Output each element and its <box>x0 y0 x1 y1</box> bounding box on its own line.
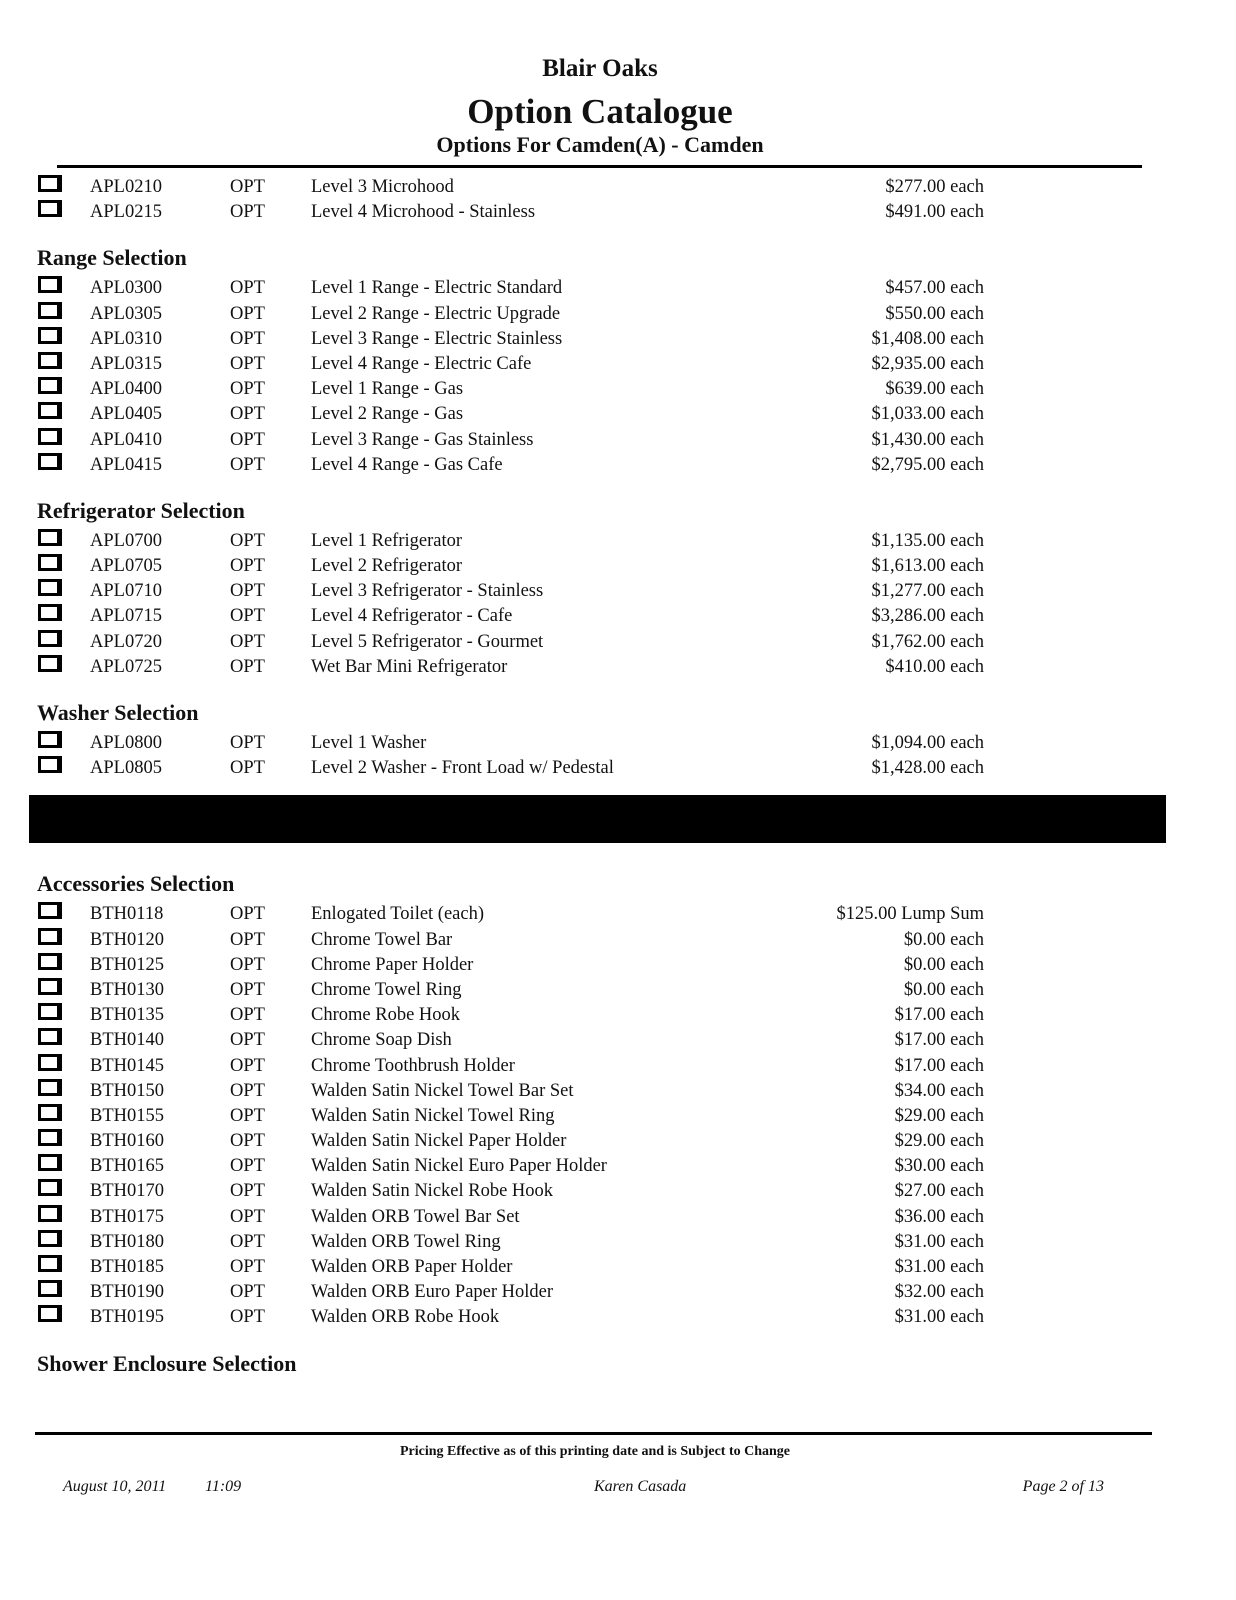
option-code: BTH0175 <box>90 1206 164 1227</box>
print-date: August 10, 2011 <box>63 1478 167 1495</box>
option-description: Level 3 Range - Electric Stainless <box>311 328 563 349</box>
option-code: BTH0155 <box>90 1105 164 1126</box>
option-code: BTH0160 <box>90 1131 164 1152</box>
option-type: OPT <box>230 1307 265 1328</box>
option-checkbox[interactable] <box>38 1255 62 1272</box>
option-description: Enlogated Toilet (each) <box>311 904 485 925</box>
option-price: $17.00 each <box>894 1030 984 1051</box>
option-type: OPT <box>230 1156 265 1177</box>
option-row <box>0 453 1236 478</box>
option-row <box>0 1104 1236 1129</box>
option-price: $31.00 each <box>894 1257 984 1277</box>
option-checkbox[interactable] <box>38 1230 62 1247</box>
option-type: OPT <box>230 429 265 450</box>
option-type: OPT <box>230 656 265 677</box>
option-code: BTH0150 <box>90 1080 164 1101</box>
section-group <box>0 865 1236 1330</box>
option-checkbox[interactable] <box>38 928 62 945</box>
option-description: Level 4 Range - Electric Cafe <box>311 353 532 374</box>
section-title: Range Selection <box>37 245 187 271</box>
option-checkbox[interactable] <box>38 756 62 773</box>
option-price: $639.00 each <box>885 379 984 400</box>
option-row <box>0 352 1236 377</box>
option-code: APL0725 <box>90 656 162 677</box>
option-checkbox[interactable] <box>38 302 62 319</box>
section-group <box>0 492 1236 680</box>
option-checkbox[interactable] <box>38 175 62 192</box>
option-row <box>0 1205 1236 1230</box>
section-title: Washer Selection <box>37 700 199 725</box>
option-description: Walden ORB Towel Ring <box>311 1231 501 1252</box>
option-type: OPT <box>230 1030 265 1051</box>
option-description: Walden ORB Towel Bar Set <box>311 1206 520 1227</box>
option-description: Chrome Towel Ring <box>311 979 462 1000</box>
option-price: $1,135.00 each <box>871 530 984 551</box>
option-type: OPT <box>230 581 265 602</box>
option-price: $36.00 each <box>894 1206 984 1227</box>
option-type: OPT <box>230 954 265 975</box>
option-description: Level 1 Refrigerator <box>311 530 463 551</box>
option-row <box>0 428 1236 453</box>
option-code: APL0415 <box>90 454 162 475</box>
option-code: BTH0145 <box>90 1055 164 1076</box>
option-checkbox[interactable] <box>38 327 62 344</box>
option-code: BTH0170 <box>90 1181 164 1202</box>
option-type: OPT <box>230 1257 265 1277</box>
option-row <box>0 604 1236 629</box>
page-title: Option Catalogue <box>467 92 733 131</box>
option-price: $277.00 each <box>885 177 984 197</box>
option-row <box>0 630 1236 655</box>
option-type: OPT <box>230 202 265 223</box>
option-price: $17.00 each <box>894 1005 984 1026</box>
option-row <box>0 655 1236 680</box>
option-price: $1,613.00 each <box>871 556 984 577</box>
option-checkbox[interactable] <box>38 428 62 445</box>
section-title: Refrigerator Selection <box>37 497 245 523</box>
option-row <box>0 1028 1236 1053</box>
option-price: $31.00 each <box>894 1231 984 1252</box>
option-row <box>0 554 1236 579</box>
option-code: APL0215 <box>90 202 162 223</box>
option-type: OPT <box>230 1282 265 1303</box>
option-description: Chrome Paper Holder <box>311 954 474 975</box>
option-row <box>0 327 1236 352</box>
option-row <box>0 529 1236 554</box>
option-description: Walden Satin Nickel Towel Ring <box>311 1105 555 1126</box>
option-description: Level 2 Refrigerator <box>311 556 463 577</box>
option-price: $491.00 each <box>885 202 984 223</box>
option-type: OPT <box>230 606 265 627</box>
option-price: $125.00 Lump Sum <box>836 904 984 925</box>
option-price: $1,428.00 each <box>871 758 984 779</box>
option-code: BTH0135 <box>90 1005 164 1026</box>
page-number: Page 2 of 13 <box>1022 1478 1104 1495</box>
option-description: Walden ORB Euro Paper Holder <box>311 1282 554 1303</box>
option-checkbox[interactable] <box>38 554 62 571</box>
option-description: Level 1 Washer <box>311 733 427 753</box>
option-row <box>0 1079 1236 1104</box>
option-row <box>0 377 1236 402</box>
option-row <box>0 756 1236 781</box>
section-title: Accessories Selection <box>37 871 235 897</box>
option-type: OPT <box>230 404 265 425</box>
option-description: Walden Satin Nickel Towel Bar Set <box>311 1080 574 1101</box>
option-row <box>0 175 1236 200</box>
option-description: Level 2 Washer - Front Load w/ Pedestal <box>311 758 614 779</box>
document-header <box>0 52 1200 158</box>
option-row <box>0 928 1236 953</box>
option-row <box>0 276 1236 301</box>
option-code: APL0705 <box>90 556 162 577</box>
option-code: APL0720 <box>90 631 162 652</box>
option-code: APL0210 <box>90 177 162 197</box>
section-title: Shower Enclosure Selection <box>37 1350 297 1376</box>
option-price: $550.00 each <box>885 303 984 324</box>
option-code: BTH0190 <box>90 1282 164 1303</box>
option-price: $2,795.00 each <box>871 454 984 475</box>
option-checkbox[interactable] <box>38 731 62 748</box>
option-row <box>0 302 1236 327</box>
option-price: $1,762.00 each <box>871 631 984 652</box>
option-row <box>0 200 1236 225</box>
option-price: $29.00 each <box>894 1131 984 1152</box>
option-description: Level 1 Range - Electric Standard <box>311 278 563 299</box>
option-checkbox[interactable] <box>38 1305 62 1322</box>
option-type: OPT <box>230 1105 265 1126</box>
option-checkbox[interactable] <box>38 1154 62 1171</box>
option-description: Level 1 Range - Gas <box>311 379 464 400</box>
option-checkbox[interactable] <box>38 1028 62 1045</box>
option-price: $1,277.00 each <box>871 581 984 602</box>
option-price: $34.00 each <box>894 1080 984 1101</box>
option-code: BTH0180 <box>90 1231 164 1252</box>
option-checkbox[interactable] <box>38 1129 62 1146</box>
option-code: APL0315 <box>90 353 162 374</box>
option-description: Walden ORB Paper Holder <box>311 1257 513 1277</box>
option-code: APL0800 <box>90 733 162 753</box>
option-description: Level 4 Range - Gas Cafe <box>311 454 503 475</box>
option-description: Level 2 Range - Gas <box>311 404 464 425</box>
option-code: BTH0118 <box>90 904 164 925</box>
option-type: OPT <box>230 1206 265 1227</box>
option-code: BTH0165 <box>90 1156 164 1177</box>
option-description: Wet Bar Mini Refrigerator <box>311 656 508 677</box>
option-row <box>0 1179 1236 1204</box>
page-subtitle: Options For Camden(A) - Camden <box>436 132 764 157</box>
option-price: $457.00 each <box>885 278 984 299</box>
option-code: APL0400 <box>90 379 162 400</box>
option-type: OPT <box>230 353 265 374</box>
option-row <box>0 731 1236 756</box>
option-code: BTH0140 <box>90 1030 164 1051</box>
option-type: OPT <box>230 1080 265 1101</box>
option-row <box>0 1305 1236 1330</box>
company-name: Blair Oaks <box>542 55 658 82</box>
option-code: APL0805 <box>90 758 162 779</box>
option-code: APL0300 <box>90 278 162 299</box>
option-checkbox[interactable] <box>38 978 62 995</box>
option-checkbox[interactable] <box>38 200 62 217</box>
option-row <box>0 1054 1236 1079</box>
option-checkbox[interactable] <box>38 402 62 419</box>
option-code: APL0710 <box>90 581 162 602</box>
option-price: $27.00 each <box>894 1181 984 1202</box>
option-row <box>0 579 1236 604</box>
option-code: APL0700 <box>90 530 162 551</box>
option-row <box>0 1003 1236 1028</box>
option-price: $1,094.00 each <box>871 733 984 753</box>
option-description: Level 3 Range - Gas Stainless <box>311 429 534 450</box>
option-row <box>0 402 1236 427</box>
option-description: Walden ORB Robe Hook <box>311 1307 500 1328</box>
option-checkbox[interactable] <box>38 1280 62 1297</box>
option-code: APL0410 <box>90 429 162 450</box>
option-code: APL0715 <box>90 606 162 627</box>
option-type: OPT <box>230 631 265 652</box>
option-checkbox[interactable] <box>38 352 62 369</box>
option-price: $0.00 each <box>903 979 984 1000</box>
option-description: Walden Satin Nickel Euro Paper Holder <box>311 1156 607 1177</box>
option-type: OPT <box>230 278 265 299</box>
option-price: $32.00 each <box>894 1282 984 1303</box>
option-description: Chrome Toothbrush Holder <box>311 1055 515 1076</box>
option-price: $3,286.00 each <box>871 606 984 627</box>
option-checkbox[interactable] <box>38 604 62 621</box>
section-group <box>0 239 1236 478</box>
option-price: $410.00 each <box>885 656 984 677</box>
option-checkbox[interactable] <box>38 1079 62 1096</box>
option-description: Walden Satin Nickel Paper Holder <box>311 1131 567 1152</box>
option-type: OPT <box>230 1055 265 1076</box>
option-price: $1,033.00 each <box>871 404 984 425</box>
option-type: OPT <box>230 328 265 349</box>
option-code: APL0305 <box>90 303 162 324</box>
option-code: BTH0195 <box>90 1307 164 1328</box>
option-price: $17.00 each <box>894 1055 984 1076</box>
print-time: 11:09 <box>205 1478 242 1495</box>
option-description: Level 5 Refrigerator - Gourmet <box>311 631 544 652</box>
option-price: $1,408.00 each <box>871 328 984 349</box>
option-type: OPT <box>230 556 265 577</box>
option-checkbox[interactable] <box>38 902 62 919</box>
section-group <box>0 694 1236 781</box>
option-price: $1,430.00 each <box>871 429 984 450</box>
option-description: Level 3 Refrigerator - Stainless <box>311 581 544 602</box>
option-type: OPT <box>230 454 265 475</box>
option-code: APL0405 <box>90 404 162 425</box>
option-description: Walden Satin Nickel Robe Hook <box>311 1181 554 1202</box>
option-type: OPT <box>230 177 265 197</box>
footer-rule <box>35 1432 1152 1435</box>
redaction-band <box>29 795 1166 843</box>
option-row <box>0 1230 1236 1255</box>
option-price: $0.00 each <box>903 954 984 975</box>
option-checkbox[interactable] <box>38 377 62 394</box>
option-checkbox[interactable] <box>38 1104 62 1121</box>
option-price: $30.00 each <box>894 1156 984 1177</box>
option-description: Chrome Robe Hook <box>311 1005 461 1026</box>
option-checkbox[interactable] <box>38 655 62 672</box>
option-code: BTH0130 <box>90 979 164 1000</box>
option-type: OPT <box>230 929 265 950</box>
option-checkbox[interactable] <box>38 453 62 470</box>
option-description: Level 3 Microhood <box>311 177 454 197</box>
option-row <box>0 1129 1236 1154</box>
option-row <box>0 1154 1236 1179</box>
option-checkbox[interactable] <box>38 276 62 293</box>
option-checkbox[interactable] <box>38 1179 62 1196</box>
option-checkbox[interactable] <box>38 579 62 596</box>
option-row <box>0 1280 1236 1305</box>
option-row <box>0 902 1236 927</box>
option-description: Chrome Soap Dish <box>311 1030 452 1051</box>
option-type: OPT <box>230 1005 265 1026</box>
option-checkbox[interactable] <box>38 1003 62 1020</box>
option-type: OPT <box>230 530 265 551</box>
section-group <box>0 175 1236 225</box>
option-description: Level 2 Range - Electric Upgrade <box>311 303 561 324</box>
option-price: $2,935.00 each <box>871 353 984 374</box>
option-checkbox[interactable] <box>38 529 62 546</box>
option-type: OPT <box>230 1181 265 1202</box>
author-name: Karen Casada <box>594 1478 687 1495</box>
option-checkbox[interactable] <box>38 953 62 970</box>
header-rule <box>57 165 1142 168</box>
option-row <box>0 978 1236 1003</box>
option-description: Chrome Towel Bar <box>311 929 453 950</box>
option-code: BTH0120 <box>90 929 164 950</box>
option-code: APL0310 <box>90 328 162 349</box>
option-list <box>0 175 1236 1396</box>
option-code: BTH0125 <box>90 954 164 975</box>
option-description: Level 4 Refrigerator - Cafe <box>311 606 513 627</box>
option-checkbox[interactable] <box>38 630 62 647</box>
option-type: OPT <box>230 1231 265 1252</box>
option-price: $31.00 each <box>894 1307 984 1328</box>
option-type: OPT <box>230 379 265 400</box>
option-type: OPT <box>230 1131 265 1152</box>
section-group <box>0 1345 1236 1382</box>
option-price: $0.00 each <box>903 929 984 950</box>
option-type: OPT <box>230 758 265 779</box>
option-checkbox[interactable] <box>38 1054 62 1071</box>
pricing-notice: Pricing Effective as of this printing date and is Subject to Change <box>399 1444 791 1459</box>
option-row <box>0 1255 1236 1280</box>
option-type: OPT <box>230 733 265 753</box>
option-type: OPT <box>230 904 265 925</box>
option-type: OPT <box>230 303 265 324</box>
option-type: OPT <box>230 979 265 1000</box>
option-row <box>0 953 1236 978</box>
option-description: Level 4 Microhood - Stainless <box>311 202 536 223</box>
option-price: $29.00 each <box>894 1105 984 1126</box>
option-checkbox[interactable] <box>38 1205 62 1222</box>
option-code: BTH0185 <box>90 1257 164 1277</box>
